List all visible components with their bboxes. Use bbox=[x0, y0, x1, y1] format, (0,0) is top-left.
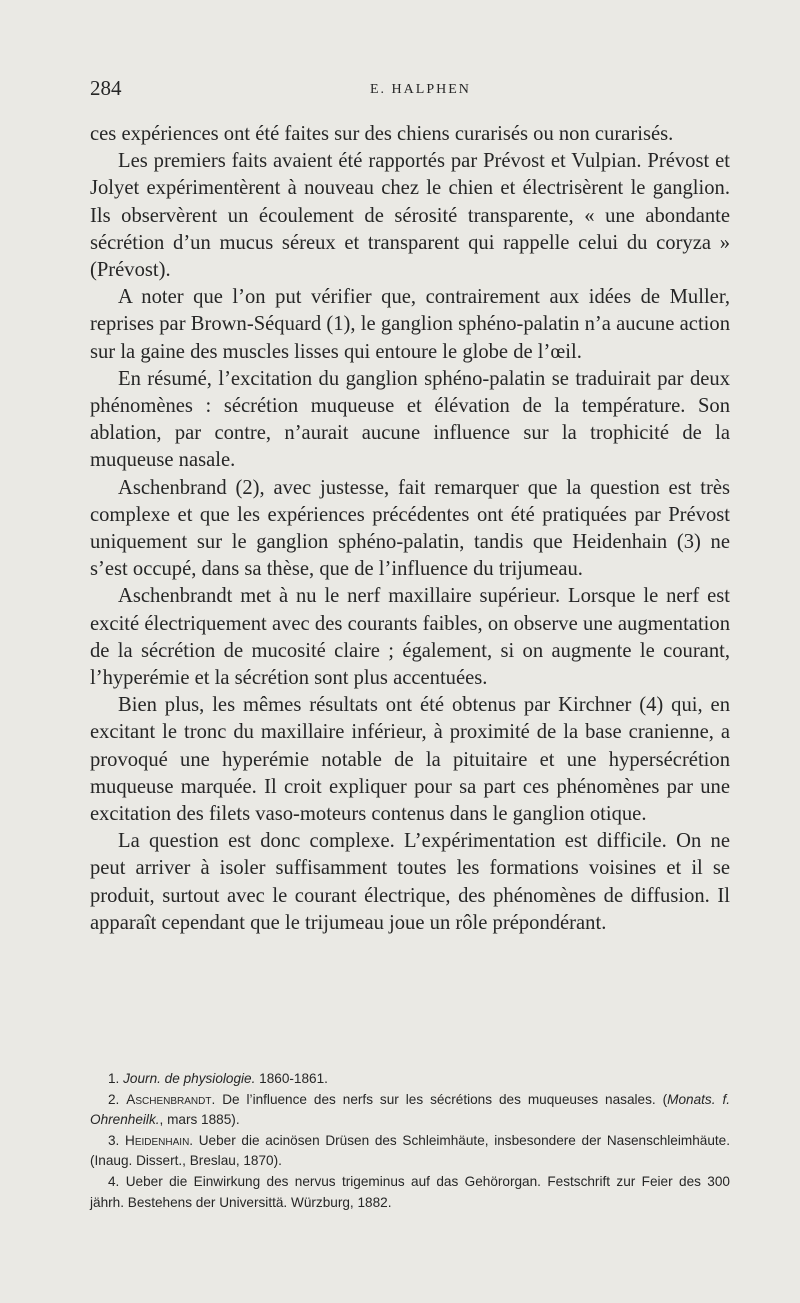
footnote-number: 1. bbox=[108, 1071, 120, 1086]
footnotes bbox=[90, 1069, 730, 1213]
footnote-text: 1860-1861. bbox=[255, 1071, 328, 1086]
footnote-source-title: Monats. f. Ohrenheilk. bbox=[90, 1091, 731, 1128]
paragraph: Les premiers faits avaient été rapportés par Prévost et Vulpian. Prévost et Jolyet expérimentèrent à nouveau chez le chien et électrisèrent le ganglion. Ils observèrent un écoulement de sérosité transparente, « une abondante sécrétion d’un mucus séreux et transparent qui rappelle celui du coryza » (Prévost). bbox=[90, 150, 730, 282]
footnote-text: Ueber die acinösen Drüsen des Schleimhäute, insbesondere der Nasenschleimhäute. (Inaug. Dissert., Breslau, 1870). bbox=[90, 1132, 730, 1169]
paragraph: En résumé, l’excitation du ganglion sphéno-palatin se traduirait par deux phénomènes : sécrétion muqueuse et élévation de la température. Son ablation, par contre, n’aurait aucune influence sur la trophicité de la muqueuse nasale. bbox=[90, 367, 730, 472]
footnote bbox=[90, 1131, 730, 1172]
page-number: 284 bbox=[90, 76, 122, 100]
footnote-source-title: Journ. de physiologie. bbox=[123, 1071, 256, 1086]
main-text bbox=[90, 121, 730, 937]
footnote-text: Ueber die Einwirkung des nervus trigeminus auf das Gehörorgan. Festschrift zur Feier des 300 jährh. Bestehens der Universittä. Würzburg, 1882. bbox=[90, 1173, 730, 1210]
paragraph: Aschenbrand (2), avec justesse, fait remarquer que la question est très complexe et que les expériences précédentes ont été pratiquées par Prévost uniquement sur le ganglion sphéno-palatin, tandis que Heidenhain (3) ne s’est occupé, dans sa thèse, que de l’influence du trijumeau. bbox=[90, 476, 730, 581]
running-head-author: E. HALPHEN bbox=[370, 82, 471, 97]
footnote bbox=[90, 1172, 730, 1213]
paragraph: La question est donc complexe. L’expérimentation est difficile. On ne peut arriver à isoler suffisamment toutes les formations voisines et il se produit, surtout avec le courant électrique, des phénomènes de diffusion. Il apparaît cependant que le trijumeau joue un rôle prépondérant. bbox=[90, 830, 730, 934]
footnote bbox=[90, 1090, 730, 1131]
footnote-author: Heidenhain. bbox=[125, 1132, 194, 1148]
footnote-number: 4. bbox=[108, 1173, 120, 1189]
footnote-number: 3. bbox=[108, 1132, 120, 1148]
paragraph: Aschenbrandt met à nu le nerf maxillaire supérieur. Lorsque le nerf est excité électriquement avec des courants faibles, on observe une augmentation de la sécrétion de mucosité claire ; également, si on augmente le courant, l’hyperémie et la sécrétion sont plus accentuées. bbox=[90, 585, 730, 690]
footnote-text: , mars 1885). bbox=[159, 1112, 240, 1128]
running-header bbox=[90, 76, 730, 106]
paragraph: Bien plus, les mêmes résultats ont été obtenus par Kirchner (4) qui, en excitant le tronc du maxillaire inférieur, à proximité de la base cranienne, a provoqué une hyperémie notable de la pituitaire et une hypersécrétion muqueuse marquée. Il croit expliquer pour sa part ces phénomènes par une excitation des filets vaso-moteurs contenus dans le ganglion otique. bbox=[90, 694, 730, 826]
footnote-author: Aschenbrandt. bbox=[126, 1091, 216, 1107]
paragraph: A noter que l’on put vérifier que, contrairement aux idées de Muller, reprises par Brown-Séquard (1), le ganglion sphéno-palatin n’a aucune action sur la gaine des muscles lisses qui entoure le globe de l’œil. bbox=[90, 286, 730, 363]
footnote-text: De l’influence des nerfs sur les sécrétions des muqueuses nasales. ( bbox=[215, 1091, 668, 1107]
footnote-number: 2. bbox=[108, 1091, 120, 1107]
paragraph: ces expériences ont été faites sur des chiens curarisés ou non curarisés. bbox=[90, 123, 674, 145]
footnote bbox=[90, 1069, 730, 1090]
